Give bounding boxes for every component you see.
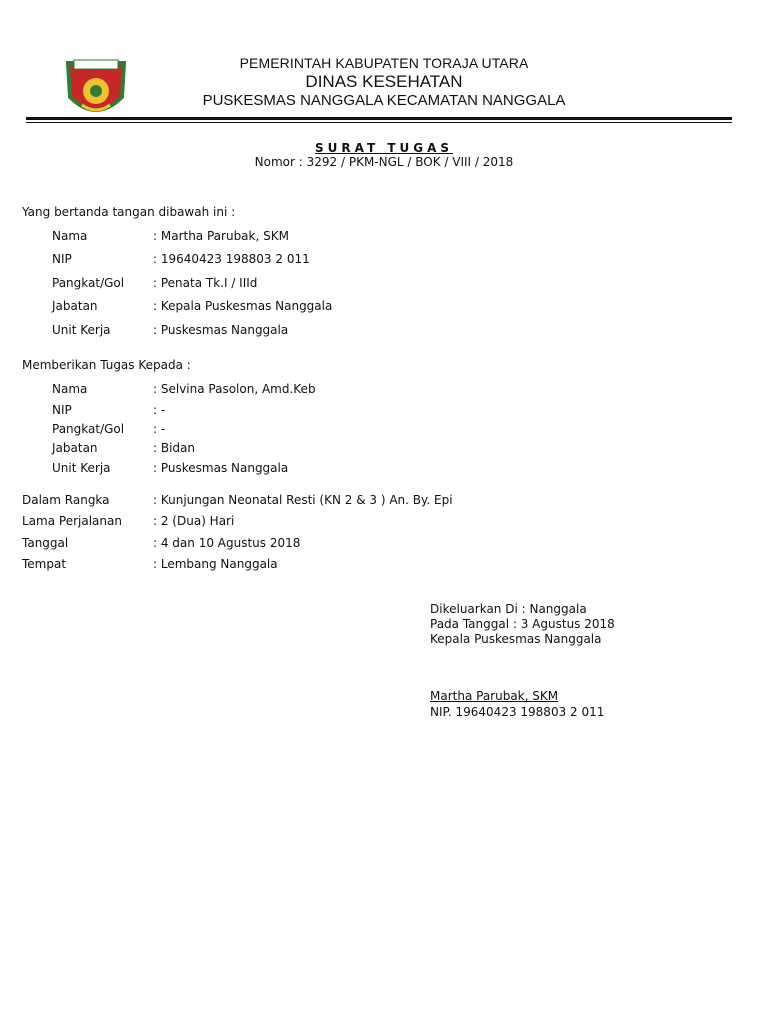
issued-at: Dikeluarkan Di : Nanggala bbox=[430, 602, 587, 616]
issuer-unit-value: : Puskesmas Nanggala bbox=[153, 323, 289, 337]
issued-date: Pada Tanggal : 3 Agustus 2018 bbox=[430, 617, 615, 631]
document-title: SURAT TUGAS bbox=[314, 141, 454, 155]
issuer-unit-label: Unit Kerja bbox=[52, 323, 111, 337]
issuer-rank-value: : Penata Tk.I / IIId bbox=[153, 276, 258, 290]
assignee-rank-label: Pangkat/Gol bbox=[52, 422, 125, 436]
assignee-name-label: Nama bbox=[52, 382, 88, 396]
assignee-unit-label: Unit Kerja bbox=[52, 461, 111, 475]
department-name: DINAS KESEHATAN bbox=[305, 72, 463, 91]
date-label: Tanggal bbox=[22, 536, 69, 550]
assignee-rank-value: : - bbox=[153, 422, 166, 436]
issuer-nip-label: NIP bbox=[52, 252, 72, 266]
purpose-value: : Kunjungan Neonatal Resti (KN 2 & 3 ) An. By. Epi bbox=[153, 493, 453, 507]
duration-label: Lama Perjalanan bbox=[22, 514, 122, 528]
institution-name: PUSKESMAS NANGGALA KECAMATAN NANGGALA bbox=[202, 92, 566, 109]
assignee-nip-label: NIP bbox=[52, 403, 72, 417]
issuer-nip-value: : 19640423 198803 2 011 bbox=[153, 252, 310, 266]
signatory-position: Kepala Puskesmas Nanggala bbox=[430, 632, 602, 646]
assignee-intro: Memberikan Tugas Kepada : bbox=[22, 358, 191, 372]
assignee-name-value: : Selvina Pasolon, Amd.Keb bbox=[153, 382, 316, 396]
duration-value: : 2 (Dua) Hari bbox=[153, 514, 235, 528]
letterhead-divider-thin bbox=[26, 122, 732, 123]
assignee-unit-value: : Puskesmas Nanggala bbox=[153, 461, 289, 475]
place-value: : Lembang Nanggala bbox=[153, 557, 278, 571]
date-value: : 4 dan 10 Agustus 2018 bbox=[153, 536, 301, 550]
place-label: Tempat bbox=[22, 557, 67, 571]
letterhead bbox=[0, 0, 768, 125]
assignee-position-label: Jabatan bbox=[52, 441, 98, 455]
signatory-nip: NIP. 19640423 198803 2 011 bbox=[430, 705, 605, 719]
government-name: PEMERINTAH KABUPATEN TORAJA UTARA bbox=[239, 55, 529, 71]
issuer-name-value: : Martha Parubak, SKM bbox=[153, 229, 289, 243]
assignee-nip-value: : - bbox=[153, 403, 166, 417]
assignee-position-value: : Bidan bbox=[153, 441, 195, 455]
issuer-position-value: : Kepala Puskesmas Nanggala bbox=[153, 299, 333, 313]
issuer-name-label: Nama bbox=[52, 229, 88, 243]
purpose-label: Dalam Rangka bbox=[22, 493, 110, 507]
signatory-name: Martha Parubak, SKM bbox=[430, 689, 559, 703]
issuer-position-label: Jabatan bbox=[52, 299, 98, 313]
issuer-intro: Yang bertanda tangan dibawah ini : bbox=[22, 205, 236, 219]
document-number: Nomor : 3292 / PKM-NGL / BOK / VIII / 2018 bbox=[254, 155, 514, 169]
issuer-rank-label: Pangkat/Gol bbox=[52, 276, 125, 290]
letterhead-divider bbox=[26, 117, 732, 120]
